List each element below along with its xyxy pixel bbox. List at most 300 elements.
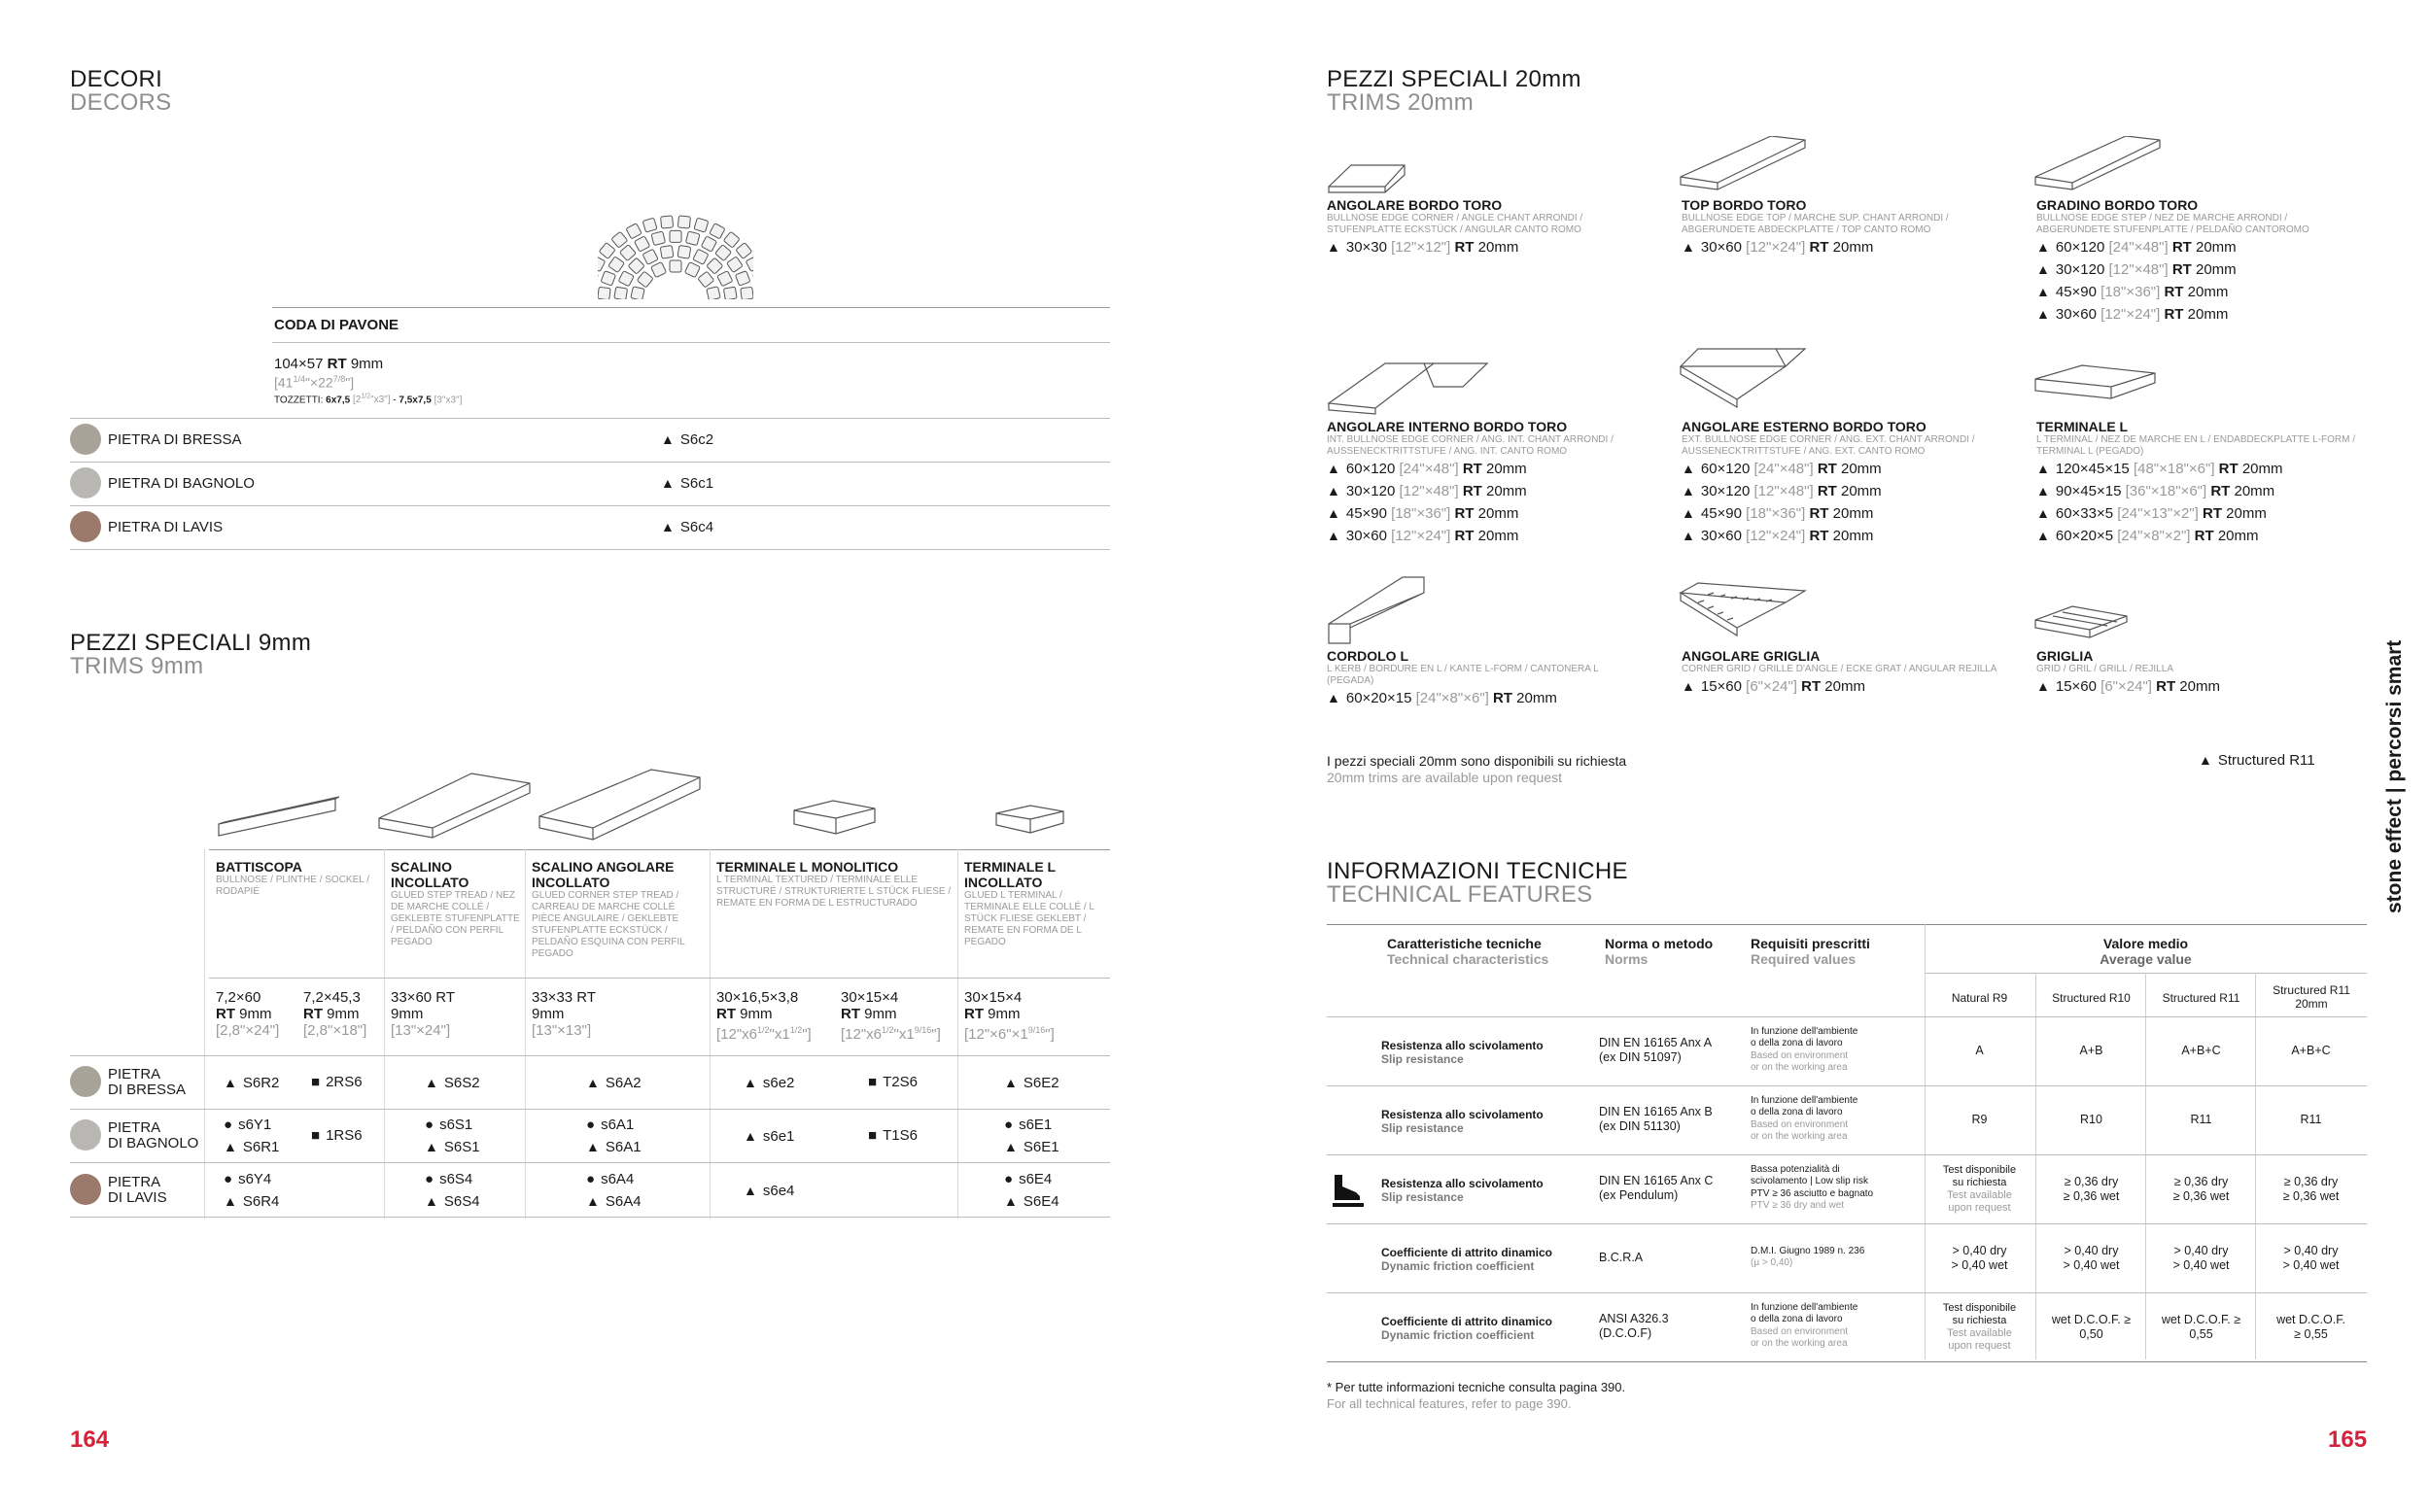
tech-value: ≥ 0,36 wet xyxy=(2282,1188,2340,1203)
size-rt: RT 9mm xyxy=(841,1006,897,1022)
trim9-column xyxy=(532,859,707,960)
trim9-size xyxy=(841,989,941,1043)
tech-value: > 0,40 dry xyxy=(2173,1243,2229,1257)
trim9-code: ● s6S1 xyxy=(425,1115,472,1136)
tech-req-en: PTV ≥ 36 dry and wet xyxy=(1751,1200,1845,1211)
tech-norm: DIN EN 16165 Anx C xyxy=(1599,1173,1714,1187)
trim20-title: ANGOLARE ESTERNO BORDO TORO xyxy=(1682,419,1927,434)
fan-tile xyxy=(727,257,744,273)
tech-req-en: (μ > 0,40) xyxy=(1751,1257,1793,1268)
tech-req-en: Based on environment xyxy=(1751,1049,1849,1061)
trim9-code: ● s6A4 xyxy=(586,1169,634,1190)
trim9-code: ▲ S6A1 xyxy=(586,1136,642,1158)
fan-tile xyxy=(626,223,642,239)
size-dim: 30×16,5×3,8 xyxy=(716,989,799,1006)
fan-tile xyxy=(715,245,732,261)
tech-req-it: o della zona di lavoro xyxy=(1751,1314,1843,1324)
th-c4-it: Valore medio xyxy=(2102,936,2189,951)
trim20-title: GRADINO BORDO TORO xyxy=(2036,197,2199,213)
tech-value: > 0,40 dry xyxy=(1952,1243,2007,1257)
fan-tile xyxy=(717,271,733,287)
fan-tile xyxy=(608,257,625,273)
coda-row-name: PIETRA DI BAGNOLO xyxy=(108,475,255,492)
trim9-size xyxy=(303,989,366,1039)
fan-tile xyxy=(651,262,667,278)
fan-tile xyxy=(723,287,737,299)
trim9-code: ■ T1S6 xyxy=(868,1125,918,1147)
trim9-code: ■ T2S6 xyxy=(868,1072,918,1093)
column-divider xyxy=(710,849,711,1219)
size-dim: 7,2×45,3 xyxy=(303,989,361,1006)
th-c4-en: Average value xyxy=(2100,951,2192,967)
row-divider xyxy=(1327,1154,2367,1155)
trim9-title: BATTISCOPA xyxy=(216,859,302,875)
size-dim: 30×15×4 xyxy=(964,989,1023,1006)
trim20-size: ▲ 60×20×15 [24"×8"×6"] RT 20mm xyxy=(1327,687,1648,709)
trim9-column xyxy=(391,859,522,948)
trim9-size xyxy=(391,989,455,1039)
th-c1-it: Caratteristiche tecniche xyxy=(1387,936,1542,951)
th-c1-en: Technical characteristics xyxy=(1387,951,1549,967)
trim9-title: TERMINALE L MONOLITICO xyxy=(716,859,899,875)
color-swatch xyxy=(70,1119,101,1151)
trims20-title: PEZZI SPECIALI 20mm xyxy=(1327,66,1581,92)
size-rt: RT 9mm xyxy=(716,1006,773,1022)
tech-value: A xyxy=(1975,1044,1984,1057)
tech-value: 0,50 xyxy=(2079,1326,2103,1341)
trim20-sub: BULLNOSE EDGE CORNER / ANGLE CHANT ARRONDI / STUFENPLATTE ECKSTÜCK / ANGULAR CANTO ROMO xyxy=(1327,213,1583,235)
coda-size: 104×57 RT 9mm xyxy=(274,356,384,372)
tech-norm: DIN EN 16165 Anx A xyxy=(1599,1035,1713,1049)
page-number-left: 164 xyxy=(70,1426,110,1453)
coda-row-code: ▲ S6c2 xyxy=(661,431,713,448)
tech-value: > 0,40 dry xyxy=(2283,1243,2339,1257)
tech-char-en: Slip resistance xyxy=(1381,1120,1464,1135)
trim20-title: ANGOLARE BORDO TORO xyxy=(1327,197,1503,213)
tech-value: R10 xyxy=(2080,1113,2102,1126)
fan-tile xyxy=(693,249,709,264)
trim9-code: ▲ S6R1 xyxy=(224,1136,279,1158)
trim20-size: ▲ 60×33×5 [24"×13"×2"] RT 20mm xyxy=(2036,502,2357,525)
decori-title: DECORI xyxy=(70,66,163,92)
th-c2-it: Norma o metodo xyxy=(1605,936,1714,951)
fan-tile xyxy=(660,245,674,258)
terminale-incollato-image xyxy=(993,802,1066,845)
trim20-size: ▲ 60×120 [24"×48"] RT 20mm xyxy=(2036,236,2357,258)
trim20-item xyxy=(1682,197,2002,258)
tech-value: upon request xyxy=(1948,1339,2011,1352)
trim20-item xyxy=(1327,648,1648,709)
tech-value: ≥ 0,36 dry xyxy=(2283,1174,2339,1188)
tech-title: INFORMAZIONI TECNICHE xyxy=(1327,858,1628,884)
fan-tile xyxy=(642,249,658,264)
trim9-code: ● s6E4 xyxy=(1004,1169,1052,1190)
trim20-size: ▲ 90×45×15 [36"×18"×6"] RT 20mm xyxy=(2036,480,2357,502)
tech-req-it: D.M.I. Giugno 1989 n. 236 xyxy=(1751,1245,1865,1256)
tech-value: > 0,40 wet xyxy=(2063,1257,2120,1272)
trim9-code: ▲ s6e4 xyxy=(744,1180,794,1202)
size-rt: 9mm xyxy=(532,1006,565,1022)
fan-tile xyxy=(614,287,628,299)
footnote-en: For all technical features, refer to page 390. xyxy=(1327,1396,1572,1411)
tech-norm: (D.C.O.F) xyxy=(1599,1325,1652,1340)
tech-value: Test available xyxy=(1947,1188,2012,1201)
tech-req-en: or on the working area xyxy=(1751,1131,1848,1142)
tech-char-en: Dynamic friction coefficient xyxy=(1381,1258,1535,1273)
trim9-code: ▲ S6S4 xyxy=(425,1190,480,1213)
gradino-bordo-toro-image xyxy=(2033,136,2165,194)
angolare-interno-image xyxy=(1327,350,1492,418)
tech-value: su richiesta xyxy=(1952,1176,2007,1188)
row-divider xyxy=(1327,1223,2367,1224)
trim9-code: ● s6A1 xyxy=(586,1115,634,1136)
trim20-sub: INT. BULLNOSE EDGE CORNER / ANG. INT. CHANT ARRONDI / AUSSENECKTRITTSTUFE / ANG. INT. CANTO ROMO xyxy=(1327,434,1614,457)
trim20-size: ▲ 30×120 [12"×48"] RT 20mm xyxy=(1682,480,2002,502)
tech-value: ≥ 0,36 wet xyxy=(2172,1188,2230,1203)
trim9-code: ● s6Y1 xyxy=(224,1115,271,1136)
note-it: I pezzi speciali 20mm sono disponibili su richiesta xyxy=(1327,753,1627,769)
tech-req-en: Based on environment xyxy=(1751,1118,1849,1130)
trim20-size: ▲ 60×120 [24"×48"] RT 20mm xyxy=(1682,458,2002,480)
size-inch: $[12"x6^{1/2}"x1^{1/2}"]$ xyxy=(716,1025,812,1043)
size-dim: 33×60 RT xyxy=(391,989,456,1006)
trim20-size: ▲ 30×60 [12"×24"] RT 20mm xyxy=(2036,303,2357,326)
fan-tile xyxy=(685,231,700,246)
tech-value: A+B+C xyxy=(2291,1044,2331,1057)
coda-tozzetti: TOZZETTI: 6x7,5 $[2^{1/2}"x3"] - 7,5x7,5$ [3"x3"] xyxy=(274,394,463,406)
trim20-size: ▲ 30×120 [12"×48"] RT 20mm xyxy=(1327,480,1648,502)
tech-value: A+B+C xyxy=(2181,1044,2221,1057)
trim9-code: ● s6Y4 xyxy=(224,1169,271,1190)
trim9-title: SCALINO ANGOLARE INCOLLATO xyxy=(532,859,675,890)
tech-value: wet D.C.O.F. ≥ xyxy=(2051,1312,2132,1326)
size-inch: [13"×13"] xyxy=(532,1022,592,1039)
trims9-title: PEZZI SPECIALI 9mm xyxy=(70,630,312,656)
terminale-l-image xyxy=(2033,360,2160,413)
tech-req-it: scivolamento | Low slip risk xyxy=(1751,1176,1868,1186)
trim20-title: ANGOLARE INTERNO BORDO TORO xyxy=(1327,419,1568,434)
cordolo-l-image xyxy=(1327,573,1439,651)
trim9-code: ▲ S6A2 xyxy=(586,1072,642,1094)
tech-req-it: In funzione dell'ambiente xyxy=(1751,1094,1858,1106)
fan-tile xyxy=(741,287,753,299)
trim9-code: ▲ S6R4 xyxy=(224,1190,279,1213)
tech-value: ≥ 0,36 dry xyxy=(2173,1174,2229,1188)
tech-value: > 0,40 wet xyxy=(2172,1257,2230,1272)
trim20-title: ANGOLARE GRIGLIA xyxy=(1682,648,1821,664)
trim9-sub: GLUED STEP TREAD / NEZ DE MARCHE COLLÉ / GEKLEBTE STUFENPLATTE / PELDAÑO CON PERFIL PEGADO xyxy=(391,890,520,947)
tech-norm: (ex DIN 51097) xyxy=(1599,1049,1682,1064)
size-inch: [2,8"×24"] xyxy=(216,1022,280,1039)
trim9-code: ● s6S4 xyxy=(425,1169,472,1190)
trim9-size xyxy=(532,989,596,1039)
tech-value: > 0,40 wet xyxy=(1951,1257,2008,1272)
griglia-image xyxy=(2033,601,2131,649)
structured-legend: ▲ Structured R11 xyxy=(2199,752,2315,769)
trim20-item xyxy=(1327,197,1648,258)
angolare-esterno-image xyxy=(1679,345,1815,418)
tech-value: su richiesta xyxy=(1952,1314,2007,1326)
tech-norm: (ex DIN 51130) xyxy=(1599,1118,1681,1133)
trim20-size: ▲ 45×90 [18"×36"] RT 20mm xyxy=(2036,281,2357,303)
trim9-code: ▲ s6e1 xyxy=(744,1125,794,1148)
trim20-title: CORDOLO L xyxy=(1327,648,1408,664)
trim20-size: ▲ 30×60 [12"×24"] RT 20mm xyxy=(1682,525,2002,547)
decori-subtitle: DECORS xyxy=(70,89,172,116)
th-v4a: Structured R11 xyxy=(2273,983,2350,997)
fan-tile xyxy=(642,218,657,232)
trim9-code: ▲ s6e2 xyxy=(744,1072,794,1094)
trim20-sub: GRID / GRIL / GRILL / REJILLA xyxy=(2036,664,2173,674)
th-v1: Natural R9 xyxy=(1951,991,2008,1005)
trim9-sub: GLUED CORNER STEP TREAD / CARREAU DE MARCHE COLLÉ PIÈCE ANGULAIRE / GEKLEBTE STUFENPLATTE ECKSTÜCK / PELDAÑO ESQUINA CON PERFIL PEGADO xyxy=(532,890,685,959)
tech-value: Test available xyxy=(1947,1326,2012,1339)
footnote-it: * Per tutte informazioni tecniche consulta pagina 390. xyxy=(1327,1380,1626,1394)
trim20-size: ▲ 30×60 [12"×24"] RT 20mm xyxy=(1327,525,1648,547)
trim9-column xyxy=(216,859,381,898)
trim9-row-name: PIETRA DI BAGNOLO xyxy=(108,1119,199,1151)
trim9-sub: GLUED L TERMINAL / TERMINALE ELLE COLLÉ / L STÜCK FLIESE GEKLEBT / REMATE EN FORMA DE L PEGADO xyxy=(964,890,1094,947)
tech-req-it: o della zona di lavoro xyxy=(1751,1038,1843,1048)
column-divider xyxy=(957,849,958,1219)
trim9-column xyxy=(964,859,1110,948)
coda-inch: $[41^{1/4}"\times 22^{7/8}"]$ xyxy=(274,374,355,391)
tech-subtitle: TECHNICAL FEATURES xyxy=(1327,881,1593,908)
tech-req-en: or on the working area xyxy=(1751,1338,1848,1349)
trim20-size: ▲ 30×30 [12"×12"] RT 20mm xyxy=(1327,236,1648,258)
tech-char-it: Resistenza allo scivolamento xyxy=(1381,1176,1544,1190)
color-swatch xyxy=(70,467,101,498)
trim20-size: ▲ 60×20×5 [24"×8"×2"] RT 20mm xyxy=(2036,525,2357,547)
trim20-item xyxy=(2036,648,2357,698)
trim20-sub: L TERMINAL / NEZ DE MARCHE EN L / ENDABDECKPLATTE L-FORM / TERMINAL L (PEGADO) xyxy=(2036,434,2356,457)
tech-req-it: Bassa potenzialità di xyxy=(1751,1163,1840,1175)
tech-value: ≥ 0,36 wet xyxy=(2063,1188,2120,1203)
trim9-code: ▲ S6S1 xyxy=(425,1136,480,1158)
row-divider xyxy=(70,1162,1110,1163)
angolare-bordo-toro-image xyxy=(1327,155,1414,199)
tech-value: A+B xyxy=(2079,1044,2103,1057)
tech-value: Test disponibile xyxy=(1942,1163,2017,1176)
note-en: 20mm trims are available upon request xyxy=(1327,770,1563,785)
fan-tile xyxy=(694,218,709,232)
tech-char-it: Resistenza allo scivolamento xyxy=(1381,1038,1544,1052)
coda-row-code: ▲ S6c4 xyxy=(661,519,713,535)
trim9-sub: L TERMINAL TEXTURED / TERMINALE ELLE STRUCTURÉ / STRUKTURIERTE L STÜCK FLIESE / REMATE EN FORMA DE L ESTRUCTURADO xyxy=(716,875,952,909)
th-v4b: 20mm xyxy=(2295,997,2328,1011)
size-rt: RT 9mm xyxy=(303,1006,360,1022)
trim20-size: ▲ 30×60 [12"×24"] RT 20mm xyxy=(1682,236,2002,258)
side-label: stone effect | percorsi smart xyxy=(2383,639,2406,913)
tech-value: > 0,40 wet xyxy=(2282,1257,2340,1272)
top-bordo-toro-image xyxy=(1679,136,1810,194)
trim20-title: TERMINALE L xyxy=(2036,419,2129,434)
trim20-size: ▲ 15×60 [6"×24"] RT 20mm xyxy=(1682,675,2002,698)
tech-req-it: In funzione dell'ambiente xyxy=(1751,1301,1858,1313)
tech-norm: ANSI A326.3 xyxy=(1599,1311,1669,1325)
trim9-row-name: PIETRA DI LAVIS xyxy=(108,1174,167,1206)
fan-tile xyxy=(677,216,690,228)
tech-norm: (ex Pendulum) xyxy=(1599,1187,1679,1202)
tech-value: wet D.C.O.F. xyxy=(2276,1312,2345,1326)
trim20-item xyxy=(2036,197,2357,326)
column-divider xyxy=(525,849,526,1219)
color-swatch xyxy=(70,511,101,542)
fan-tile xyxy=(701,236,716,252)
fan-tile xyxy=(707,258,723,274)
trim9-row-name: PIETRA DI BRESSA xyxy=(108,1066,187,1098)
th-v3: Structured R11 xyxy=(2162,991,2240,1005)
row-divider xyxy=(70,1217,1110,1218)
trim20-sub: CORNER GRID / GRILLE D'ANGLE / ECKE GRAT / ANGULAR REJILLA xyxy=(1682,664,1997,674)
trim9-code: ▲ S6E1 xyxy=(1004,1136,1059,1158)
tech-req-it: In funzione dell'ambiente xyxy=(1751,1025,1858,1037)
fan-tile xyxy=(637,271,653,288)
trim9-column xyxy=(716,859,955,910)
trim20-size: ▲ 30×120 [12"×48"] RT 20mm xyxy=(2036,258,2357,281)
scalino-incollato-image xyxy=(374,768,535,845)
trim20-item xyxy=(1682,648,2002,698)
column-divider xyxy=(204,849,205,1219)
fan-tile xyxy=(598,256,606,271)
trim9-code: ▲ S6S2 xyxy=(425,1072,480,1094)
fan-tile xyxy=(599,243,615,259)
fan-tile xyxy=(611,231,628,248)
trim9-size xyxy=(964,989,1055,1043)
trim20-size: ▲ 120×45×15 [48"×18"×6"] RT 20mm xyxy=(2036,458,2357,480)
tech-req-it: PTV ≥ 36 asciutto e bagnato xyxy=(1751,1187,1874,1199)
fan-tile xyxy=(651,231,666,246)
fan-tile xyxy=(677,245,691,258)
fan-tile xyxy=(598,287,610,299)
fan-tile xyxy=(735,271,749,286)
th-c3-en: Required values xyxy=(1751,951,1857,967)
size-rt: RT 9mm xyxy=(216,1006,272,1022)
tech-req-en: or on the working area xyxy=(1751,1062,1848,1073)
tech-value: upon request xyxy=(1948,1201,2011,1214)
coda-di-pavone-image xyxy=(598,192,753,299)
section-divider xyxy=(209,978,1110,979)
trim20-size: ▲ 45×90 [18"×36"] RT 20mm xyxy=(1682,502,2002,525)
coda-name: CODA DI PAVONE xyxy=(274,317,399,333)
tech-char-it: Resistenza allo scivolamento xyxy=(1381,1107,1544,1121)
th-c2-en: Norms xyxy=(1605,951,1649,967)
fan-tile xyxy=(670,230,681,242)
fan-tile xyxy=(723,231,740,248)
trim20-title: GRIGLIA xyxy=(2036,648,2094,664)
tech-value: > 0,40 dry xyxy=(2064,1243,2119,1257)
tech-value: 0,55 xyxy=(2189,1326,2213,1341)
fan-tile xyxy=(661,216,674,228)
fan-tile xyxy=(684,262,700,278)
tech-value: ≥ 0,55 xyxy=(2294,1326,2328,1341)
fan-tile xyxy=(707,287,720,299)
trim9-code: ■ 2RS6 xyxy=(311,1072,363,1093)
tech-norm: B.C.R.A xyxy=(1599,1250,1644,1264)
fan-tile xyxy=(634,236,649,252)
trim20-size: ▲ 60×120 [24"×48"] RT 20mm xyxy=(1327,458,1648,480)
trim9-code: ▲ S6E2 xyxy=(1004,1072,1059,1094)
tech-char-en: Slip resistance xyxy=(1381,1051,1464,1066)
trim9-code: ■ 1RS6 xyxy=(311,1125,363,1147)
coda-row-name: PIETRA DI BRESSA xyxy=(108,431,242,448)
fan-tile xyxy=(628,258,644,274)
coda-row-code: ▲ S6c1 xyxy=(661,475,713,492)
color-swatch xyxy=(70,1174,101,1205)
angolare-griglia-image xyxy=(1679,581,1815,649)
trim9-code: ▲ S6A4 xyxy=(586,1190,642,1213)
tech-char-it: Coefficiente di attrito dinamico xyxy=(1381,1314,1553,1328)
trim20-item xyxy=(2036,419,2357,547)
trim20-sub: L KERB / BORDURE EN L / KANTE L-FORM / CANTONERA L (PEGADA) xyxy=(1327,664,1599,686)
tech-value: wet D.C.O.F. ≥ xyxy=(2161,1312,2241,1326)
size-inch: $[12"\times 6"\times 1^{9/16}"]$ xyxy=(964,1025,1055,1043)
trims20-subtitle: TRIMS 20mm xyxy=(1327,89,1475,116)
fan-tile xyxy=(746,256,753,271)
coda-row-name: PIETRA DI LAVIS xyxy=(108,519,224,535)
tech-char-it: Coefficiente di attrito dinamico xyxy=(1381,1245,1553,1259)
fan-tile xyxy=(619,245,636,261)
size-dim: 33×33 RT xyxy=(532,989,597,1006)
row-divider xyxy=(1327,1085,2367,1086)
scalino-angolare-image xyxy=(535,768,705,845)
tech-value: Test disponibile xyxy=(1942,1301,2017,1314)
tech-req-en: Based on environment xyxy=(1751,1325,1849,1337)
fan-tile xyxy=(618,271,634,287)
slip-shoe-icon xyxy=(1331,1173,1366,1208)
trim9-title: TERMINALE L INCOLLATO xyxy=(964,859,1056,890)
tech-value: R11 xyxy=(2190,1113,2212,1126)
trim9-size xyxy=(716,989,812,1043)
th-c3-it: Requisiti prescritti xyxy=(1751,936,1870,951)
tech-value: ≥ 0,36 dry xyxy=(2064,1174,2119,1188)
fan-tile xyxy=(601,271,615,286)
trim20-item xyxy=(1682,419,2002,547)
fan-tile xyxy=(670,260,681,272)
size-inch: [2,8"×18"] xyxy=(303,1022,367,1039)
tech-value: R11 xyxy=(2300,1113,2322,1126)
tech-value: R9 xyxy=(1971,1113,1988,1126)
trim20-item xyxy=(1327,419,1648,547)
row-divider xyxy=(1327,1292,2367,1293)
size-rt: 9mm xyxy=(391,1006,424,1022)
trim9-sub: BULLNOSE / PLINTHE / SOCKEL / RODAPIÉ xyxy=(216,875,370,897)
color-swatch xyxy=(70,1066,101,1097)
th-v2: Structured R10 xyxy=(2052,991,2131,1005)
terminale-monolitico-image xyxy=(789,797,882,845)
trim20-title: TOP BORDO TORO xyxy=(1682,197,1807,213)
column-divider xyxy=(384,849,385,1219)
row-divider xyxy=(1327,1361,2367,1362)
row-divider xyxy=(70,1109,1110,1110)
trim20-size: ▲ 15×60 [6"×24"] RT 20mm xyxy=(2036,675,2357,698)
row-divider xyxy=(70,549,1110,550)
trim20-sub: BULLNOSE EDGE STEP / NEZ DE MARCHE ARRONDI / ABGERUNDETE STUFENPLATTE / PELDAÑO CANTOROMO xyxy=(2036,213,2309,235)
trims9-subtitle: TRIMS 9mm xyxy=(70,653,204,679)
tech-char-en: Slip resistance xyxy=(1381,1189,1464,1204)
trim20-sub: BULLNOSE EDGE TOP / MARCHE SUP. CHANT ARRONDI / ABGERUNDETE ABDECKPLATTE / TOP CANTO ROMO xyxy=(1682,213,1949,235)
trim9-size xyxy=(216,989,279,1039)
trim9-title: SCALINO INCOLLATO xyxy=(391,859,469,890)
tech-norm: DIN EN 16165 Anx B xyxy=(1599,1104,1713,1118)
fan-tile xyxy=(698,271,714,288)
size-inch: [13"×24"] xyxy=(391,1022,451,1039)
fan-tile xyxy=(710,223,725,239)
battiscopa-image xyxy=(209,768,345,845)
fan-tile xyxy=(631,287,644,299)
size-dim: 30×15×4 xyxy=(841,989,899,1006)
trim9-code: ▲ S6R2 xyxy=(224,1072,279,1094)
